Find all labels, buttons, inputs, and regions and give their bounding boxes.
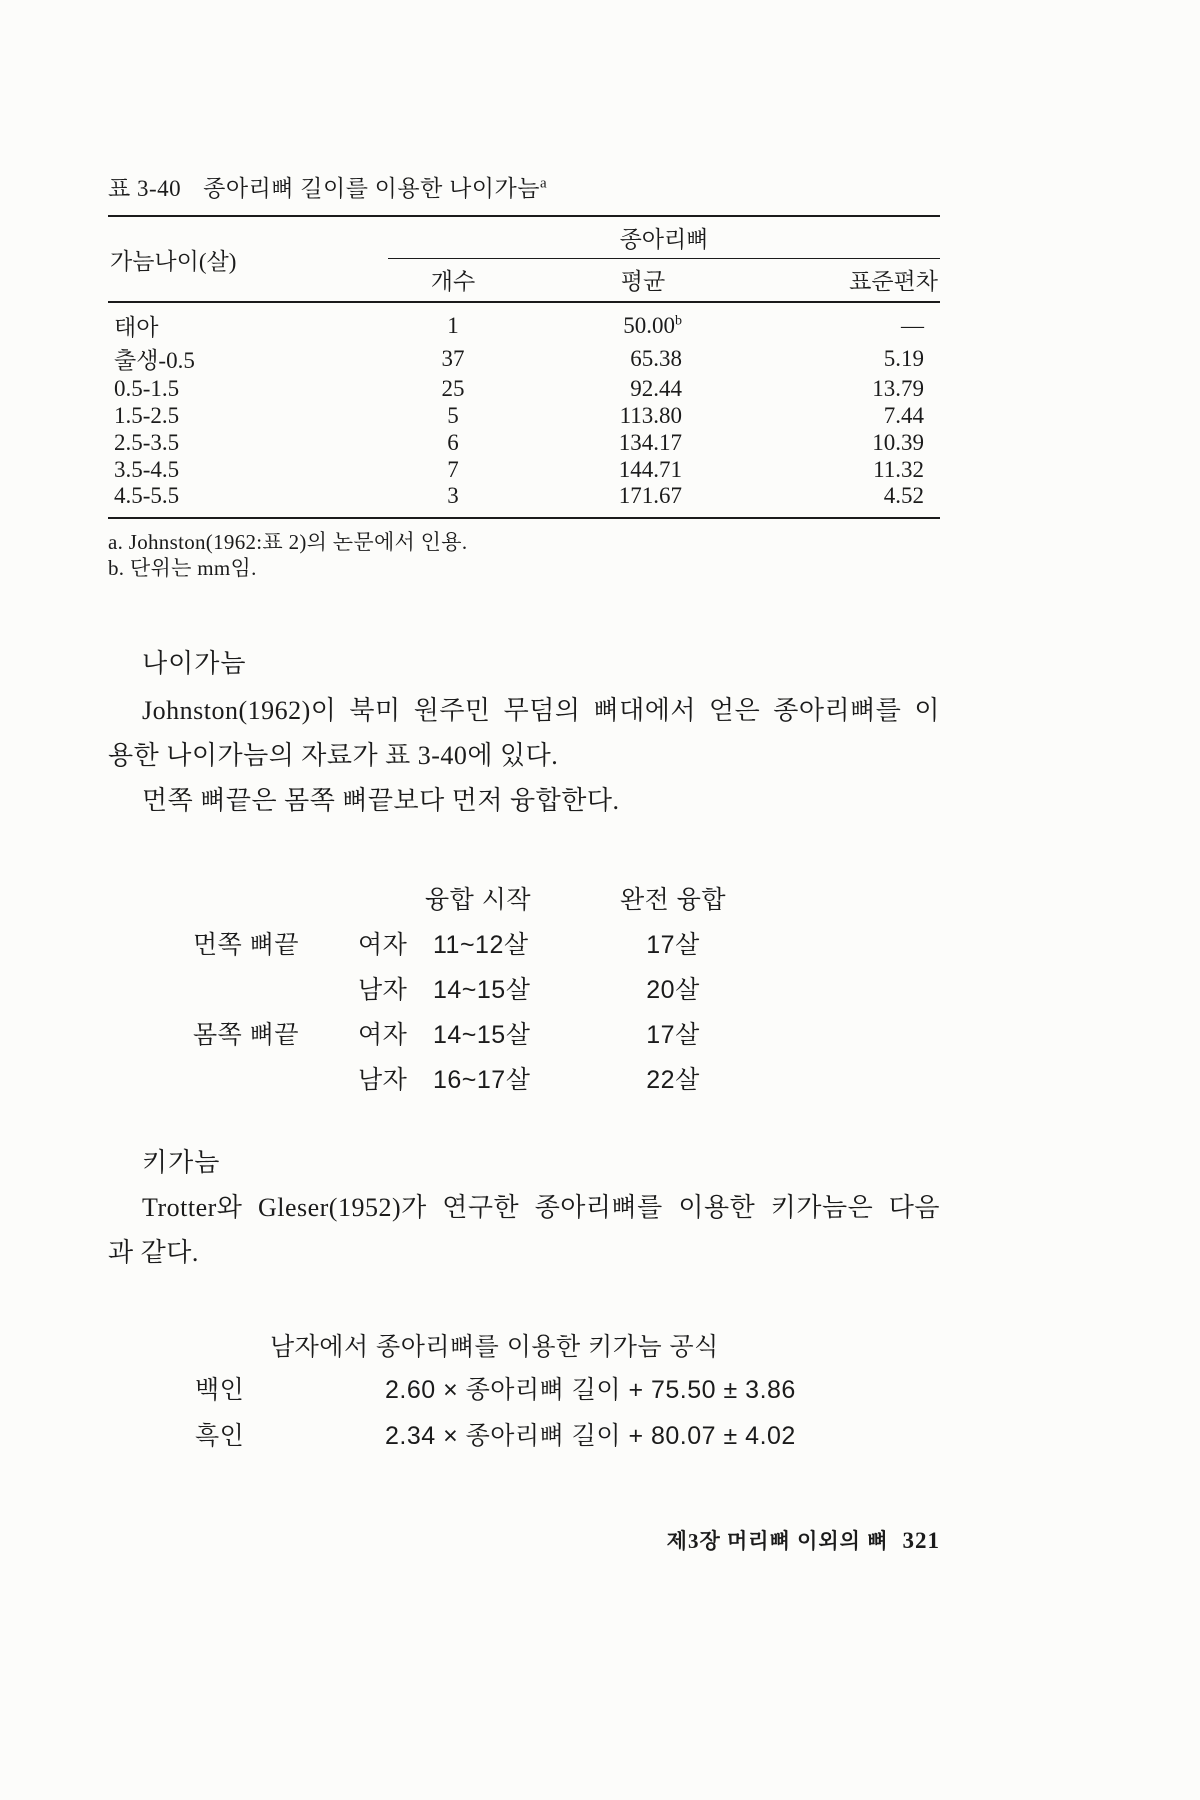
count-cell: 37 xyxy=(441,345,465,371)
age-range-cell: 3.5-4.5 xyxy=(114,456,180,482)
table-caption-text: 종아리뼈 길이를 이용한 나이가늠 xyxy=(203,176,540,201)
age-estimation-table xyxy=(108,215,940,519)
fusion-site-cell: 몸쪽 뼈끝 xyxy=(193,1020,300,1049)
mean-value: 50.00 xyxy=(623,312,675,338)
fusion-site-cell: 먼쪽 뼈끝 xyxy=(193,930,300,959)
mean-cell: 92.44 xyxy=(630,375,682,401)
fusion-sex-cell: 남자 xyxy=(358,1065,408,1094)
footnote-b: b. 단위는 mm임. xyxy=(108,556,257,580)
table-row xyxy=(108,402,940,429)
formula-row xyxy=(195,1367,940,1413)
sd-cell: 5.19 xyxy=(883,345,924,371)
table-group-header: 종아리뼈 xyxy=(388,216,940,258)
fusion-complete-cell: 17살 xyxy=(646,930,700,959)
mean-cell xyxy=(518,302,768,342)
sd-cell: 10.39 xyxy=(872,429,924,455)
fusion-complete-cell: 20살 xyxy=(646,975,700,1004)
mean-footnote-mark: b xyxy=(675,312,682,328)
count-cell: 7 xyxy=(447,456,459,482)
col-header-age: 가늠나이(살) xyxy=(108,216,388,302)
table-row xyxy=(108,456,940,483)
table-row xyxy=(108,483,940,518)
col-header-mean: 평균 xyxy=(518,258,768,302)
age-range-cell: 1.5-2.5 xyxy=(114,402,180,428)
paragraph-line: 용한 나이가늠의 자료가 표 3-40에 있다. xyxy=(108,741,559,770)
sd-cell: — xyxy=(901,312,924,338)
count-cell: 6 xyxy=(447,429,459,455)
paragraph-line: Johnston(1962)이 북미 원주민 무덤의 뼈대에서 얻은 종아리뼈를 이 xyxy=(142,696,940,725)
fusion-sex-cell: 남자 xyxy=(358,975,408,1004)
fusion-timing-table xyxy=(193,875,748,1100)
table-row xyxy=(108,375,940,402)
page-content xyxy=(108,0,940,1555)
age-range-cell: 4.5-5.5 xyxy=(114,483,180,508)
table-row xyxy=(108,429,940,456)
count-cell: 3 xyxy=(447,483,459,508)
count-cell: 25 xyxy=(441,375,465,401)
fusion-start-cell: 11~12살 xyxy=(433,930,529,959)
fusion-header-start: 융합 시작 xyxy=(424,885,532,914)
age-range-cell: 태아 xyxy=(114,315,159,340)
fusion-header-row xyxy=(193,875,748,920)
table-row xyxy=(108,342,940,375)
fusion-site-cell xyxy=(193,1055,358,1100)
height-formula-block xyxy=(108,1327,940,1459)
formula-text: 2.60 × 종아리뼈 길이 + 75.50 ± 3.86 xyxy=(385,1376,796,1404)
fusion-start-cell: 16~17살 xyxy=(433,1065,531,1094)
sd-cell: 13.79 xyxy=(872,375,924,401)
footnote-a: a. Johnston(1962:표 2)의 논문에서 인용. xyxy=(108,530,468,554)
table-caption-footnote-mark: a xyxy=(539,175,548,192)
fusion-sex-cell: 여자 xyxy=(358,930,408,959)
fusion-site-cell xyxy=(193,965,358,1010)
col-header-count: 개수 xyxy=(388,258,518,302)
race-label: 백인 xyxy=(195,1376,245,1404)
fusion-row xyxy=(193,1010,748,1055)
race-label: 흑인 xyxy=(195,1422,245,1450)
fusion-row xyxy=(193,920,748,965)
sd-cell: 4.52 xyxy=(883,483,924,508)
count-cell: 1 xyxy=(447,312,459,338)
fusion-complete-cell: 22살 xyxy=(646,1065,700,1094)
paragraph-line: 과 같다. xyxy=(108,1238,199,1267)
height-paragraph xyxy=(108,1185,940,1275)
formula-title: 남자에서 종아리뼈를 이용한 키가늠 공식 xyxy=(270,1333,719,1361)
age-range-cell: 출생-0.5 xyxy=(114,348,195,373)
page-footer xyxy=(108,1525,940,1555)
mean-cell: 134.17 xyxy=(618,429,682,455)
mean-cell: 144.71 xyxy=(618,456,682,482)
fusion-row xyxy=(193,965,748,1010)
page-number: 321 xyxy=(902,1528,940,1553)
sd-cell: 7.44 xyxy=(883,402,924,428)
age-range-cell: 2.5-3.5 xyxy=(114,429,180,455)
paragraph-line: Trotter와 Gleser(1952)가 연구한 종아리뼈를 이용한 키가늠은 다음 xyxy=(142,1193,940,1222)
fusion-start-cell: 14~15살 xyxy=(433,1020,531,1049)
fusion-start-cell: 14~15살 xyxy=(433,975,531,1004)
table-caption-number: 표 3-40 xyxy=(108,176,182,201)
formula-row xyxy=(195,1413,940,1459)
section-heading-age: 나이가늠 xyxy=(142,649,247,678)
table-footnotes xyxy=(108,529,940,581)
formula-text: 2.34 × 종아리뼈 길이 + 80.07 ± 4.02 xyxy=(385,1422,796,1450)
age-range-cell: 0.5-1.5 xyxy=(114,375,180,401)
section-heading-height: 키가늠 xyxy=(142,1148,221,1177)
table-row xyxy=(108,302,940,342)
table-caption xyxy=(108,0,940,203)
fusion-header-spacer xyxy=(193,875,358,920)
mean-cell: 113.80 xyxy=(619,402,682,428)
age-paragraph-1 xyxy=(108,688,940,823)
table-group-header-row xyxy=(108,216,940,258)
mean-cell: 65.38 xyxy=(630,345,682,371)
col-header-sd: 표준편차 xyxy=(768,258,940,302)
sd-cell: 11.32 xyxy=(873,456,924,482)
fusion-complete-cell: 17살 xyxy=(646,1020,700,1049)
fusion-header-complete: 완전 융합 xyxy=(619,885,727,914)
mean-cell: 171.67 xyxy=(618,483,682,508)
fusion-sex-cell: 여자 xyxy=(358,1020,408,1049)
count-cell: 5 xyxy=(447,402,459,428)
chapter-title: 제3장 머리뼈 이외의 뼈 xyxy=(666,1529,889,1553)
paragraph-line: 먼쪽 뼈끝은 몸쪽 뼈끝보다 먼저 융합한다. xyxy=(142,786,620,815)
fusion-row xyxy=(193,1055,748,1100)
